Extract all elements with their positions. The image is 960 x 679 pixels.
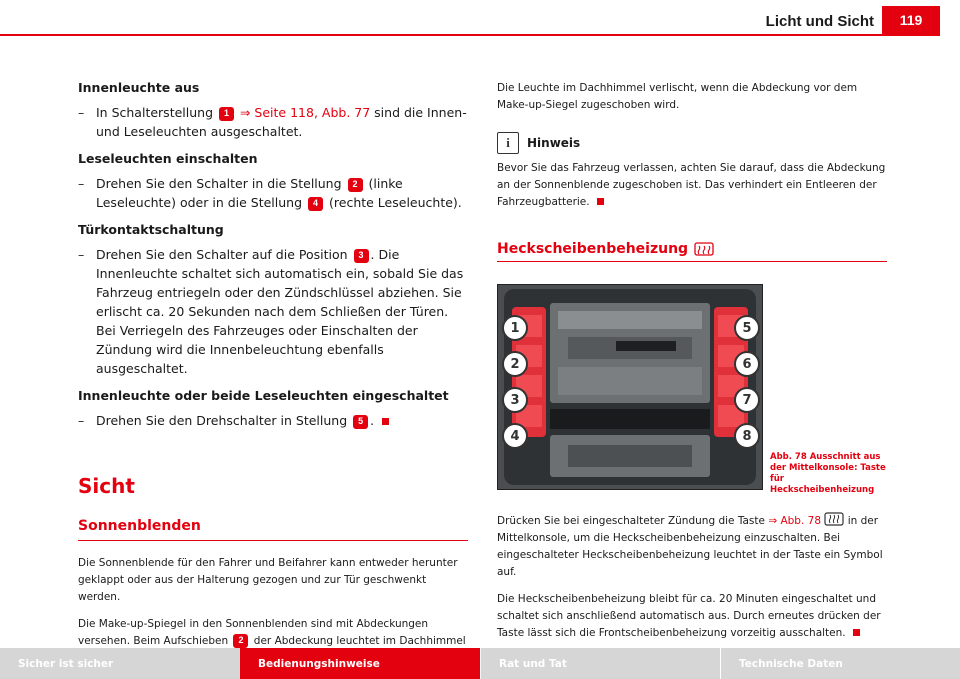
rear-window-heating-icon — [694, 241, 714, 257]
position-badge: 5 — [353, 415, 368, 429]
paragraph-20-minuten — [497, 591, 887, 642]
position-badge: 2 — [348, 178, 363, 192]
page-header-title: Licht und Sicht — [765, 13, 874, 30]
text: Drücken Sie bei eingeschalteter Zündung die Taste — [497, 515, 765, 527]
position-badge: 3 — [354, 249, 369, 263]
heading-innenleuchte-eingeschaltet: Innenleuchte oder beide Leseleuchten eingeschaltet — [78, 388, 449, 403]
right-column — [497, 80, 887, 262]
end-of-section-mark — [597, 198, 604, 205]
subsection-rule — [497, 261, 887, 262]
text: Bevor Sie das Fahrzeug verlassen, achten Sie darauf, dass die Abdeckung an der Sonnenblende zugeschoben ist. Das verhindert ein Entleeren der Fahrzeugbatterie. — [497, 162, 886, 208]
figure-label-5: 5 — [734, 315, 760, 341]
figure-reference-link[interactable]: ⇒ Abb. 78 — [768, 515, 822, 527]
text: Die Heckscheibenbeheizung bleibt für ca. 20 Minuten eingeschaltet und schaltet sich anschließend automatisch aus. Durch erneutes drücken der Taste lässt sich die Frontscheibenbeheizung vorzeitig ausschalten. — [497, 593, 881, 639]
text: in der Mittelkonsole, um die Heckscheibenbeheizung einzuschalten. Bei eingeschalteter Heckscheibenbeheizung leuchtet in der Taste ein Symbol auf. — [497, 515, 883, 578]
page-number: 119 — [882, 6, 940, 34]
figure-label-8: 8 — [734, 423, 760, 449]
right-column-lower — [497, 512, 887, 652]
dash: – — [78, 247, 85, 262]
console-illustration — [498, 285, 762, 489]
text: In Schalterstellung — [96, 105, 214, 120]
hint-heading — [497, 132, 887, 154]
text: sind die Innen- und Leseleuchten ausgeschaltet. — [96, 105, 467, 139]
figure-label-3: 3 — [502, 387, 528, 413]
hint-paragraph — [497, 160, 887, 211]
footer-tab-technische-daten[interactable]: Technische Daten — [720, 648, 960, 679]
left-column — [78, 80, 468, 677]
instruction-1 — [78, 103, 468, 141]
figure-label-4: 4 — [502, 423, 528, 449]
position-badge: 1 — [219, 107, 234, 121]
text: . — [370, 413, 375, 428]
footer-tab-sicher[interactable]: Sicher ist sicher — [0, 648, 240, 679]
rear-window-heating-button-icon — [824, 512, 844, 526]
text: (linke Leseleuchte) oder in die Stellung — [96, 176, 403, 210]
figure-label-7: 7 — [734, 387, 760, 413]
subsection-title-sonnenblenden: Sonnenblenden — [78, 518, 201, 534]
paragraph-taste-druecken — [497, 512, 887, 581]
text: Die Make-up-Spiegel in den Sonnenblenden sind mit Abdeckungen versehen. Beim Aufschieben — [78, 618, 429, 647]
dash: – — [78, 176, 85, 191]
paragraph-leuchte-dachhimmel: Die Leuchte im Dachhimmel verlischt, wenn die Abdeckung vor dem Make-up-Siegel zugeschoben wird. — [497, 82, 858, 111]
text: (rechte Leseleuchte). — [329, 195, 462, 210]
paragraph-sonnenblende: Die Sonnenblende für den Fahrer und Beifahrer kann entweder herunter geklappt oder aus der Halterung gezogen und zur Tür geschwenkt werden. — [78, 557, 458, 603]
figure-label-2: 2 — [502, 351, 528, 377]
center-console-figure — [497, 284, 763, 490]
section-title-sicht: Sicht — [78, 474, 135, 498]
header-rule — [0, 34, 940, 36]
heading-innenleuchte-aus: Innenleuchte aus — [78, 80, 200, 95]
page-reference-link[interactable]: ⇒ Seite 118, Abb. 77 — [239, 105, 371, 120]
dash: – — [78, 105, 85, 120]
dash: – — [78, 413, 85, 428]
position-badge: 4 — [308, 197, 323, 211]
hint-label: Hinweis — [527, 136, 581, 150]
figure-labels-right — [734, 315, 760, 449]
text: Drehen Sie den Schalter auf die Position — [96, 247, 348, 262]
text: . Die Innenleuchte schaltet sich automatisch ein, sobald Sie das Fahrzeug entriegeln oder den Zündschlüssel abziehen. Sie erlischt ca. 20 Sekunden nach dem Schließen der Türen. Bei Verriegeln des Fahrzeuges oder Einschalten der Zündung wird die Innenbeleuchtung ebenfalls ausgeschaltet. — [96, 247, 464, 376]
text: Drehen Sie den Schalter in die Stellung — [96, 176, 342, 191]
heading-tuerkontakt: Türkontaktschaltung — [78, 222, 224, 237]
position-badge: 2 — [233, 634, 248, 648]
figure-label-1: 1 — [502, 315, 528, 341]
instruction-4 — [78, 411, 468, 430]
end-of-section-mark — [853, 629, 860, 636]
end-of-section-mark — [382, 418, 389, 425]
text: Heckscheibenbeheizung — [497, 241, 689, 257]
footer-tab-rat-und-tat[interactable]: Rat und Tat — [480, 648, 720, 679]
figure-label-6: 6 — [734, 351, 760, 377]
figure-caption: Abb. 78 Ausschnitt aus der Mittelkonsole: Taste für Heckscheibenheizung — [770, 452, 886, 495]
text: Drehen Sie den Drehschalter in Stellung — [96, 413, 348, 428]
instruction-3 — [78, 245, 468, 378]
heading-leseleuchten: Leseleuchten einschalten — [78, 151, 258, 166]
subsection-title-heckscheibenbeheizung — [497, 241, 887, 257]
instruction-2 — [78, 174, 468, 212]
figure-labels-left — [502, 315, 528, 449]
footer-tab-bedienungshinweise[interactable]: Bedienungshinweise — [240, 648, 480, 679]
text: der Abdeckung leuchtet im Dachhimmel — [253, 635, 466, 647]
subsection-rule — [78, 540, 468, 541]
info-icon: i — [497, 132, 519, 154]
